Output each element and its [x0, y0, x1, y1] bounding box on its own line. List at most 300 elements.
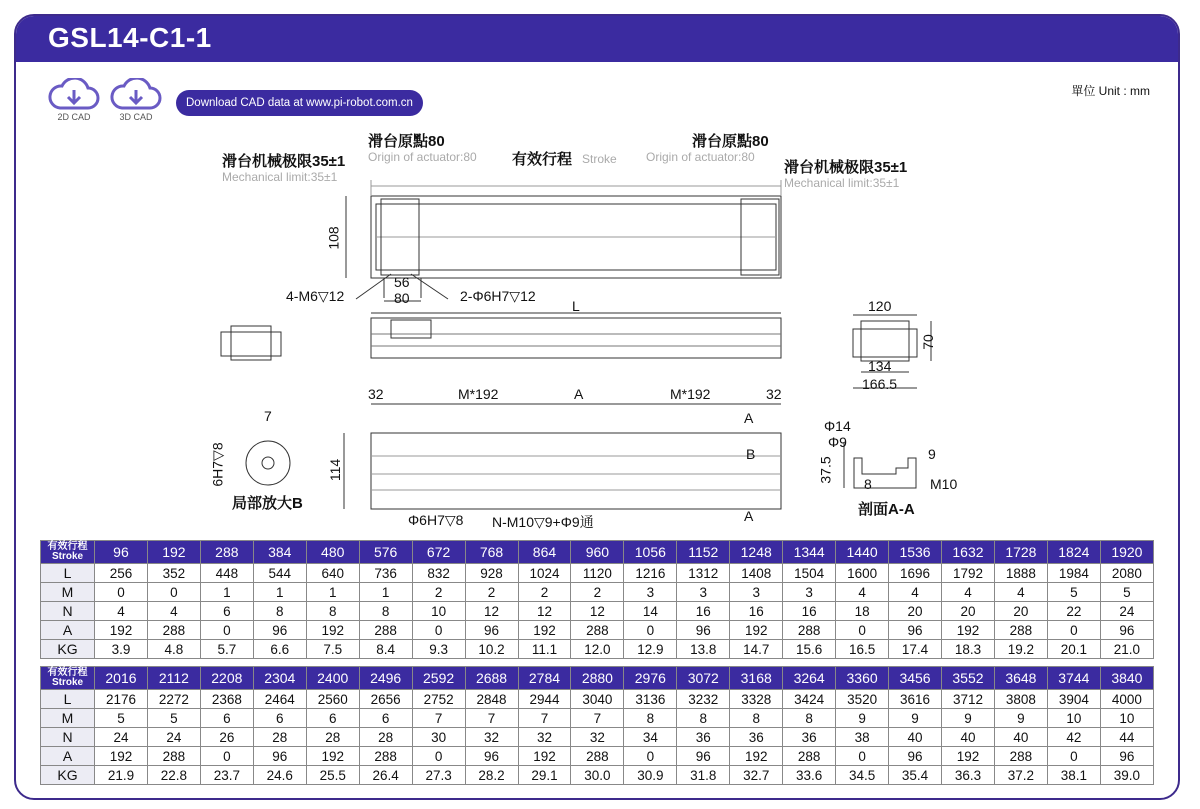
table-cell: 22.8 — [147, 766, 200, 785]
table-cell: 1 — [306, 583, 359, 602]
table-cell: 6 — [200, 602, 253, 621]
table-cell: 1600 — [836, 564, 889, 583]
stroke-value: 3552 — [942, 667, 995, 690]
n-m10-callout: N-M10▽9+Φ9通 — [492, 514, 594, 530]
stroke-label: 有效行程 — [512, 151, 573, 168]
table-cell: 30 — [412, 728, 465, 747]
table-cell: 38 — [836, 728, 889, 747]
table-cell: 44 — [1100, 728, 1153, 747]
dim-166-5: 166.5 — [862, 376, 898, 392]
stroke-value: 2592 — [412, 667, 465, 690]
stroke-value: 3456 — [889, 667, 942, 690]
table-cell: 3 — [783, 583, 836, 602]
table-cell: 288 — [783, 621, 836, 640]
table-cell: 0 — [200, 747, 253, 766]
table-cell: 9 — [942, 709, 995, 728]
mech-limit-right-label: 滑台机械极限35±1 — [784, 159, 908, 176]
h7-8-callout: 6H7▽8 — [209, 442, 226, 487]
table-cell: 28 — [306, 728, 359, 747]
table-cell: 96 — [677, 621, 730, 640]
table-cell: 192 — [306, 747, 359, 766]
m10-callout: M10 — [930, 476, 958, 492]
table-cell: 36 — [783, 728, 836, 747]
stroke-value: 2208 — [200, 667, 253, 690]
table-cell: 832 — [412, 564, 465, 583]
stroke-header-label-cn: 有效行程 — [47, 541, 88, 552]
table-cell: 25.5 — [306, 766, 359, 785]
table-cell: 22 — [1047, 602, 1100, 621]
row-label: A — [41, 621, 95, 640]
table-cell: 32 — [518, 728, 571, 747]
table-cell: 34 — [624, 728, 677, 747]
table-cell: 192 — [306, 621, 359, 640]
table-row — [41, 747, 1154, 766]
mech-limit-left-label: 滑台机械极限35±1 — [222, 153, 346, 170]
table-cell: 12 — [518, 602, 571, 621]
table-cell: 26 — [200, 728, 253, 747]
table-cell: 0 — [1047, 621, 1100, 640]
stroke-value: 3840 — [1100, 667, 1153, 690]
table-cell: 1024 — [518, 564, 571, 583]
stroke-value: 2400 — [306, 667, 359, 690]
table-cell: 27.3 — [412, 766, 465, 785]
stroke-value: 864 — [518, 541, 571, 564]
table-cell: 16 — [783, 602, 836, 621]
dim-32-left: 32 — [368, 386, 384, 402]
table-cell: 1408 — [730, 564, 783, 583]
stroke-value: 2976 — [624, 667, 677, 690]
dim-8: 8 — [864, 476, 872, 492]
table-cell: 8 — [730, 709, 783, 728]
stroke-value: 480 — [306, 541, 359, 564]
dim-70: 70 — [919, 334, 936, 350]
row-label: M — [41, 583, 95, 602]
table-cell: 2560 — [306, 690, 359, 709]
m192-left: M*192 — [458, 386, 499, 402]
stroke-value: 960 — [571, 541, 624, 564]
table-cell: 1120 — [571, 564, 624, 583]
table-cell: 1984 — [1047, 564, 1100, 583]
table-cell: 0 — [412, 621, 465, 640]
table-cell: 0 — [412, 747, 465, 766]
table-cell: 96 — [677, 747, 730, 766]
stroke-header-label — [41, 541, 95, 564]
table-cell: 14 — [624, 602, 677, 621]
stroke-value: 576 — [359, 541, 412, 564]
A-mark-side2: A — [744, 508, 754, 524]
table-cell: 40 — [889, 728, 942, 747]
table-cell: 24 — [1100, 602, 1153, 621]
stroke-value: 3072 — [677, 667, 730, 690]
table-cell: 28 — [253, 728, 306, 747]
table-cell: 40 — [994, 728, 1047, 747]
m192-right: M*192 — [670, 386, 711, 402]
table-cell: 192 — [942, 747, 995, 766]
table-cell: 7 — [571, 709, 624, 728]
row-label: L — [41, 690, 95, 709]
table-cell: 192 — [942, 621, 995, 640]
table-cell: 6.6 — [253, 640, 306, 659]
table-cell: 31.8 — [677, 766, 730, 785]
table-cell: 6 — [200, 709, 253, 728]
table-cell: 256 — [95, 564, 148, 583]
dim-9: 9 — [928, 446, 936, 462]
table-cell: 544 — [253, 564, 306, 583]
table-cell: 96 — [465, 621, 518, 640]
table-cell: 288 — [571, 747, 624, 766]
table-cell: 12 — [465, 602, 518, 621]
table-cell: 37.2 — [994, 766, 1047, 785]
table-cell: 10 — [1100, 709, 1153, 728]
table-cell: 17.4 — [889, 640, 942, 659]
table-cell: 288 — [994, 621, 1047, 640]
row-label: KG — [41, 766, 95, 785]
spec-sheet-frame — [14, 14, 1180, 800]
dim-56: 56 — [394, 274, 410, 290]
table-cell: 2944 — [518, 690, 571, 709]
table-cell: 5.7 — [200, 640, 253, 659]
table-row — [41, 583, 1154, 602]
stroke-value: 384 — [253, 541, 306, 564]
table-cell: 288 — [571, 621, 624, 640]
table-cell: 0 — [836, 747, 889, 766]
table-cell: 1 — [359, 583, 412, 602]
table-cell: 32 — [465, 728, 518, 747]
table-cell: 9 — [994, 709, 1047, 728]
mech-limit-right-label-en: Mechanical limit:35±1 — [784, 176, 900, 190]
table-cell: 4 — [994, 583, 1047, 602]
stroke-value: 2496 — [359, 667, 412, 690]
table-cell: 12.0 — [571, 640, 624, 659]
cad-2d-label: 2D CAD — [57, 112, 91, 122]
stroke-value: 3744 — [1047, 667, 1100, 690]
stroke-value: 1152 — [677, 541, 730, 564]
table-cell: 20 — [994, 602, 1047, 621]
table-row — [41, 621, 1154, 640]
table-cell: 96 — [889, 747, 942, 766]
table-cell: 18 — [836, 602, 889, 621]
table-cell: 8 — [783, 709, 836, 728]
table-cell: 352 — [147, 564, 200, 583]
table-cell: 736 — [359, 564, 412, 583]
table-cell: 192 — [730, 747, 783, 766]
table-cell: 6 — [359, 709, 412, 728]
table-cell: 192 — [730, 621, 783, 640]
table-cell: 3 — [624, 583, 677, 602]
mech-limit-left-label-en: Mechanical limit:35±1 — [222, 170, 338, 184]
table-cell: 2 — [571, 583, 624, 602]
table-cell: 192 — [95, 621, 148, 640]
table-cell: 39.0 — [1100, 766, 1153, 785]
table-cell: 35.4 — [889, 766, 942, 785]
table-cell: 38.1 — [1047, 766, 1100, 785]
stroke-value: 672 — [412, 541, 465, 564]
table-cell: 24 — [95, 728, 148, 747]
table-cell: 10.2 — [465, 640, 518, 659]
table-cell: 5 — [1100, 583, 1153, 602]
phi6-8-callout: Φ6H7▽8 — [408, 512, 464, 528]
table-cell: 288 — [359, 747, 412, 766]
stroke-value: 1632 — [942, 541, 995, 564]
table-cell: 8 — [306, 602, 359, 621]
row-label: A — [41, 747, 95, 766]
row-label: M — [41, 709, 95, 728]
table-cell: 288 — [359, 621, 412, 640]
stroke-value: 192 — [147, 541, 200, 564]
table-cell: 4.8 — [147, 640, 200, 659]
table-cell: 2656 — [359, 690, 412, 709]
table-cell: 2272 — [147, 690, 200, 709]
table-cell: 2 — [518, 583, 571, 602]
table-cell: 96 — [465, 747, 518, 766]
row-label: N — [41, 728, 95, 747]
dim-120: 120 — [868, 298, 892, 314]
table-cell: 2080 — [1100, 564, 1153, 583]
stroke-value: 2112 — [147, 667, 200, 690]
table-row — [41, 602, 1154, 621]
table-cell: 2 — [412, 583, 465, 602]
table-cell: 640 — [306, 564, 359, 583]
table-cell: 2848 — [465, 690, 518, 709]
table-cell: 23.7 — [200, 766, 253, 785]
table-cell: 20 — [889, 602, 942, 621]
stroke-value: 288 — [200, 541, 253, 564]
table-cell: 29.1 — [518, 766, 571, 785]
table-cell: 96 — [1100, 747, 1153, 766]
origin-right-label: 滑台原點80 — [692, 133, 769, 150]
table-cell: 96 — [889, 621, 942, 640]
table-cell: 32.7 — [730, 766, 783, 785]
table-cell: 11.1 — [518, 640, 571, 659]
table-cell: 16 — [677, 602, 730, 621]
table-cell: 36 — [677, 728, 730, 747]
table-cell: 1888 — [994, 564, 1047, 583]
table-cell: 33.6 — [783, 766, 836, 785]
table-cell: 4 — [147, 602, 200, 621]
cad-3d-label: 3D CAD — [119, 112, 153, 122]
table-cell: 288 — [147, 621, 200, 640]
dim-7: 7 — [264, 408, 272, 424]
table-row — [41, 766, 1154, 785]
table-cell: 3.9 — [95, 640, 148, 659]
stroke-value: 1824 — [1047, 541, 1100, 564]
table-cell: 3328 — [730, 690, 783, 709]
table-cell: 3 — [730, 583, 783, 602]
table-cell: 8.4 — [359, 640, 412, 659]
table-cell: 0 — [624, 747, 677, 766]
table-cell: 192 — [95, 747, 148, 766]
table-cell: 16 — [730, 602, 783, 621]
stroke-value: 1344 — [783, 541, 836, 564]
stroke-value: 1248 — [730, 541, 783, 564]
table-cell: 30.0 — [571, 766, 624, 785]
m6-callout: 4-M6▽12 — [286, 288, 345, 304]
table-cell: 2176 — [95, 690, 148, 709]
unit-label: 單位 Unit : mm — [1071, 84, 1150, 98]
table-cell: 14.7 — [730, 640, 783, 659]
stroke-value: 1056 — [624, 541, 677, 564]
table-cell: 3 — [677, 583, 730, 602]
table-cell: 1504 — [783, 564, 836, 583]
phi9: Φ9 — [828, 434, 847, 450]
table-cell: 42 — [1047, 728, 1100, 747]
table-cell: 6 — [253, 709, 306, 728]
table-cell: 5 — [147, 709, 200, 728]
table-cell: 7 — [518, 709, 571, 728]
stroke-header-row — [41, 667, 1154, 690]
row-label: N — [41, 602, 95, 621]
table-cell: 288 — [994, 747, 1047, 766]
table-cell: 0 — [624, 621, 677, 640]
stroke-header-row — [41, 541, 1154, 564]
table-cell: 0 — [95, 583, 148, 602]
stroke-value: 1536 — [889, 541, 942, 564]
row-label: L — [41, 564, 95, 583]
origin-right-label-en: Origin of actuator:80 — [646, 150, 755, 164]
table-cell: 3040 — [571, 690, 624, 709]
table-cell: 3712 — [942, 690, 995, 709]
table-cell: 3136 — [624, 690, 677, 709]
table-cell: 20 — [942, 602, 995, 621]
table-row — [41, 709, 1154, 728]
table-cell: 28 — [359, 728, 412, 747]
table-cell: 1792 — [942, 564, 995, 583]
dim-L: L — [572, 298, 580, 314]
table-cell: 30.9 — [624, 766, 677, 785]
table-cell: 1216 — [624, 564, 677, 583]
table-cell: 928 — [465, 564, 518, 583]
table-cell: 0 — [147, 583, 200, 602]
table-cell: 96 — [1100, 621, 1153, 640]
phi14: Φ14 — [824, 418, 851, 434]
table-cell: 40 — [942, 728, 995, 747]
table-row — [41, 690, 1154, 709]
table-cell: 19.2 — [994, 640, 1047, 659]
dim-80: 80 — [394, 290, 410, 306]
dim-108: 108 — [325, 226, 342, 250]
spec-table-1 — [40, 540, 1154, 659]
table-cell: 36.3 — [942, 766, 995, 785]
table-cell: 7 — [412, 709, 465, 728]
table-cell: 3232 — [677, 690, 730, 709]
stroke-value: 96 — [95, 541, 148, 564]
table-cell: 34.5 — [836, 766, 889, 785]
table-cell: 3424 — [783, 690, 836, 709]
table-cell: 0 — [200, 621, 253, 640]
dim-32-right: 32 — [766, 386, 782, 402]
table-cell: 16.5 — [836, 640, 889, 659]
table-cell: 20.1 — [1047, 640, 1100, 659]
stroke-header-label — [41, 667, 95, 690]
stroke-value: 1728 — [994, 541, 1047, 564]
table-cell: 96 — [253, 747, 306, 766]
stroke-label-en: Stroke — [582, 152, 617, 166]
section-a-a-label: 剖面A-A — [858, 501, 915, 518]
table-cell: 8 — [677, 709, 730, 728]
table-cell: 36 — [730, 728, 783, 747]
table-cell: 24 — [147, 728, 200, 747]
table-cell: 3520 — [836, 690, 889, 709]
table-cell: 4 — [942, 583, 995, 602]
page-title: GSL14-C1-1 — [48, 22, 212, 53]
table-cell: 28.2 — [465, 766, 518, 785]
table-row — [41, 640, 1154, 659]
table-cell: 10 — [1047, 709, 1100, 728]
table-cell: 21.9 — [95, 766, 148, 785]
table-row — [41, 728, 1154, 747]
table-cell: 1312 — [677, 564, 730, 583]
table-cell: 3808 — [994, 690, 1047, 709]
table-cell: 10 — [412, 602, 465, 621]
stroke-value: 3168 — [730, 667, 783, 690]
table-cell: 1696 — [889, 564, 942, 583]
table-cell: 2368 — [200, 690, 253, 709]
table-cell: 12 — [571, 602, 624, 621]
stroke-value: 768 — [465, 541, 518, 564]
table-cell: 3616 — [889, 690, 942, 709]
table-cell: 4 — [95, 602, 148, 621]
technical-drawing — [16, 16, 1178, 536]
stroke-value: 2304 — [253, 667, 306, 690]
A-mark-top: A — [574, 386, 584, 402]
table-cell: 5 — [95, 709, 148, 728]
phi6-callout: 2-Φ6H7▽12 — [460, 288, 536, 304]
dim-114: 114 — [327, 458, 344, 482]
table-cell: 192 — [518, 747, 571, 766]
table-cell: 288 — [147, 747, 200, 766]
table-cell: 2464 — [253, 690, 306, 709]
table-cell: 18.3 — [942, 640, 995, 659]
dim-134: 134 — [868, 358, 892, 374]
table-cell: 9.3 — [412, 640, 465, 659]
download-cad-link[interactable]: Download CAD data at www.pi-robot.com.cn — [176, 90, 423, 116]
table-cell: 9 — [889, 709, 942, 728]
spec-table-2 — [40, 666, 1154, 785]
table-cell: 32 — [571, 728, 624, 747]
table-cell: 4 — [889, 583, 942, 602]
detail-b-label: 局部放大B — [232, 495, 303, 512]
stroke-value: 2016 — [95, 667, 148, 690]
A-mark-side1: A — [744, 410, 754, 426]
stroke-value: 2688 — [465, 667, 518, 690]
table-cell: 192 — [518, 621, 571, 640]
table-cell: 0 — [836, 621, 889, 640]
stroke-value: 2880 — [571, 667, 624, 690]
table-cell: 2 — [465, 583, 518, 602]
origin-left-label: 滑台原點80 — [368, 133, 445, 150]
dim-37-5: 37.5 — [817, 456, 834, 484]
table-cell: 13.8 — [677, 640, 730, 659]
row-label: KG — [41, 640, 95, 659]
table-cell: 6 — [306, 709, 359, 728]
stroke-value: 3264 — [783, 667, 836, 690]
table-cell: 4000 — [1100, 690, 1153, 709]
table-cell: 7.5 — [306, 640, 359, 659]
table-cell: 1 — [200, 583, 253, 602]
table-cell: 448 — [200, 564, 253, 583]
table-cell: 8 — [253, 602, 306, 621]
table-cell: 8 — [624, 709, 677, 728]
table-cell: 12.9 — [624, 640, 677, 659]
table-cell: 24.6 — [253, 766, 306, 785]
table-cell: 2752 — [412, 690, 465, 709]
origin-left-label-en: Origin of actuator:80 — [368, 150, 477, 164]
stroke-header-label-en: Stroke — [51, 677, 84, 688]
stroke-header-label-en: Stroke — [51, 551, 84, 562]
stroke-value: 1920 — [1100, 541, 1153, 564]
table-cell: 0 — [1047, 747, 1100, 766]
table-cell: 9 — [836, 709, 889, 728]
